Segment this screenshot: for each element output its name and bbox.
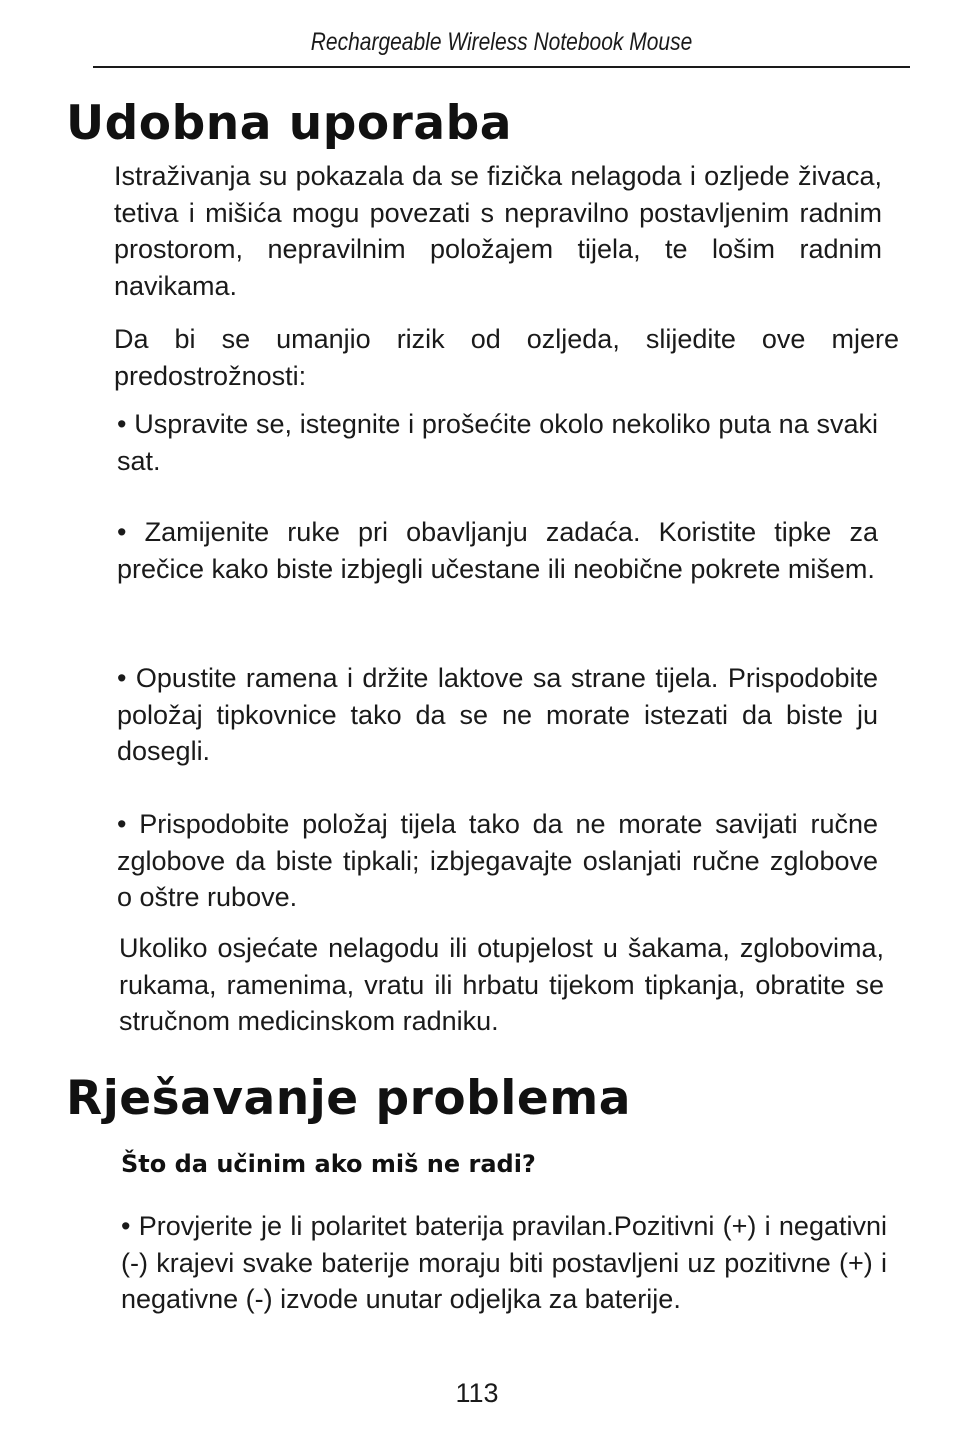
page-number: 113 bbox=[455, 1378, 499, 1408]
section-title-troubleshooting: Rješavanje problema bbox=[66, 1071, 631, 1126]
intro-paragraph: Istraživanja su pokazala da se fizička nelagoda i ozljede živaca, tetiva i mišića mogu povezati s nepravilno postavljenim radnim prostorom, nepravilnim položajem tijela, te lošim radnim navikama. bbox=[114, 161, 882, 301]
faq-question: Što da učinim ako miš ne radi? bbox=[121, 1150, 536, 1178]
precautions-lead: Da bi se umanjio rizik od ozljeda, slijedite ove mjere predostrožnosti: bbox=[114, 324, 899, 391]
header-rule bbox=[93, 66, 910, 68]
running-header: Rechargeable Wireless Notebook Mouse bbox=[310, 28, 693, 56]
bullet-item-switch-hands: • Zamijenite ruke pri obavljanju zadaća. Koristite tipke za prečice kako biste izbjegli učestane ili neobične pokrete mišem. bbox=[117, 517, 878, 584]
bullet-item-wrist-position: • Prispodobite položaj tijela tako da ne morate savijati ručne zglobove da biste tipkali; izbjegavajte oslanjati ručne zglobove o oštre rubove. bbox=[117, 809, 878, 912]
bullet-item-stretch: • Uspravite se, istegnite i prošećite okolo nekoliko puta na svaki sat. bbox=[117, 409, 878, 476]
section-title-comfort: Udobna uporaba bbox=[66, 96, 512, 151]
faq-answer: • Provjerite je li polaritet baterija pravilan.Pozitivni (+) i negativni (-) krajevi svake baterije moraju biti postavljeni uz pozitivne (+) i negativne (-) izvode unutar odjeljka za baterije. bbox=[121, 1211, 887, 1314]
bullet-item-relax-shoulders: • Opustite ramena i držite laktove sa strane tijela. Prispodobite položaj tipkovnice tako da se ne morate istezati da biste ju dosegli. bbox=[117, 663, 878, 766]
closing-paragraph: Ukoliko osjećate nelagodu ili otupjelost u šakama, zglobovima, rukama, ramenima, vratu ili hrbatu tijekom tipkanja, obratite se stručnom medicinskom radniku. bbox=[119, 933, 884, 1036]
